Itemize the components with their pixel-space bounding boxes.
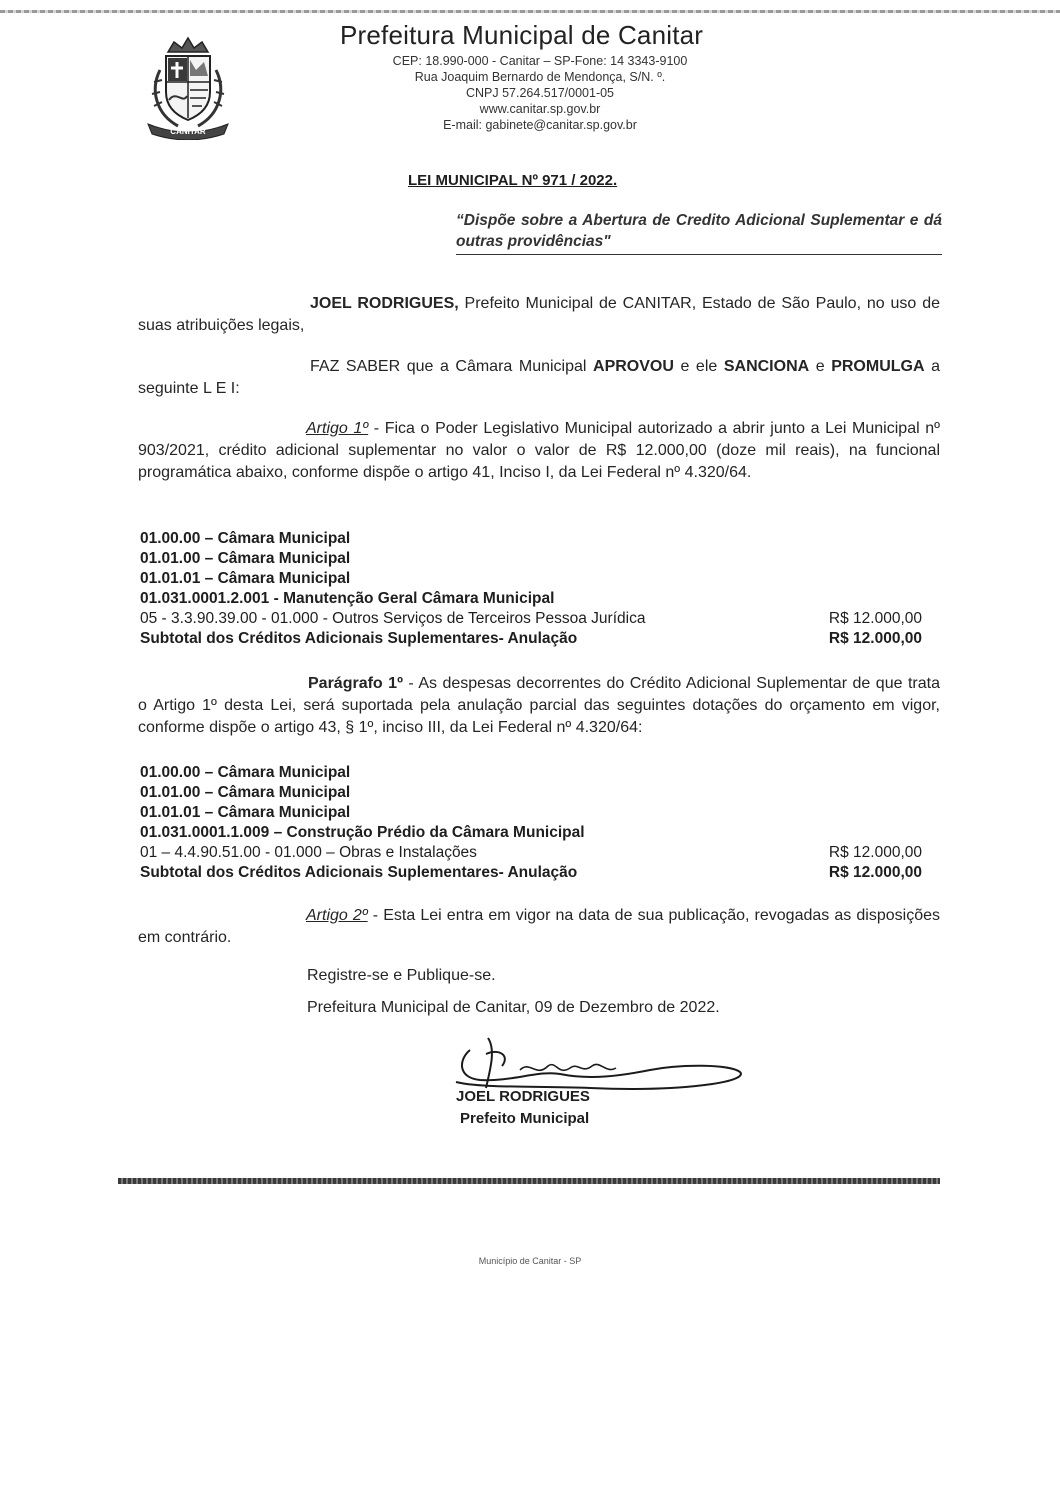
signatory-name: JOEL RODRIGUES (456, 1088, 590, 1105)
municipal-crest-icon (138, 30, 238, 140)
letterhead-email-line: E-mail: gabinete@canitar.sp.gov.br (443, 118, 637, 132)
org-name: Prefeitura Municipal de Canitar (340, 20, 704, 50)
budget-line: 01.00.00 – Câmara Municipal (140, 530, 351, 547)
svg-text:CANITAR: CANITAR (170, 127, 206, 136)
law-title: LEI MUNICIPAL Nº 971 / 2022. (408, 172, 618, 189)
intro-paragraph (138, 293, 940, 337)
faz-saber-text: e ele (673, 358, 724, 375)
budget-line: 01.01.01 – Câmara Municipal (140, 804, 351, 821)
faz-saber-promulga: PROMULGA (831, 358, 925, 375)
paragrafo-1-label: Parágrafo 1º (308, 675, 403, 692)
faz-saber-text: a seguinte L E I: (138, 358, 940, 397)
budget-subtotal-label: Subtotal dos Créditos Adicionais Suplementares- Anulação (140, 864, 578, 881)
budget-subtotal-row (140, 863, 930, 883)
budget-subtotal-amount: R$ 12.000,00 (828, 864, 922, 881)
faz-saber-text: FAZ SABER que a Câmara Municipal (310, 358, 594, 375)
top-scan-line (0, 10, 1060, 13)
artigo-1-paragraph (138, 418, 940, 484)
footer-text: Município de Canitar - SP (478, 1256, 582, 1266)
budget-item-label: 05 - 3.3.90.39.00 - 01.000 - Outros Serviços de Terceiros Pessoa Jurídica (140, 610, 646, 627)
budget-line: 01.031.0001.2.001 - Manutenção Geral Câmara Municipal (140, 590, 555, 607)
budget-item-row (140, 843, 930, 863)
budget-item-amount: R$ 12.000,00 (828, 610, 922, 627)
budget-item-amount: R$ 12.000,00 (828, 844, 922, 861)
budget-line: 01.00.00 – Câmara Municipal (140, 764, 351, 781)
artigo-2-paragraph (138, 905, 940, 949)
budget-item-row (140, 609, 930, 629)
place-date-line: Prefeitura Municipal de Canitar, 09 de Dezembro de 2022. (307, 999, 720, 1016)
letterhead-cnpj-line: CNPJ 57.264.517/0001-05 (465, 86, 615, 100)
artigo-1-text: - Fica o Poder Legislativo Municipal autorizado a abrir junto a Lei Municipal nº 903/2021, crédito adicional suplementar no valor o valor de R$ 12.000,00 (doze mil reais), na funcional programática abaixo, conforme dispõe o artigo 41, Inciso I, da Lei Federal nº 4.320/64. (138, 420, 941, 481)
faz-saber-paragraph (138, 356, 940, 400)
budget-item-label: 01 – 4.4.90.51.00 - 01.000 – Obras e Instalações (140, 844, 477, 861)
mayor-name: JOEL RODRIGUES, (310, 295, 459, 312)
faz-saber-text: e (809, 358, 832, 375)
budget-line: 01.031.0001.1.009 – Construção Prédio da Câmara Municipal (140, 824, 585, 841)
budget-block-1 (140, 529, 930, 649)
artigo-2-label: Artigo 2º (306, 907, 368, 924)
paragrafo-1-paragraph (138, 673, 940, 739)
intro-text: Prefeito Municipal de CANITAR, Estado de São Paulo, no uso de suas atribuições legais, (138, 295, 940, 334)
letterhead (330, 20, 750, 133)
budget-subtotal-amount: R$ 12.000,00 (828, 630, 922, 647)
letterhead-address-line: Rua Joaquim Bernardo de Mendonça, S/N. º. (414, 70, 666, 84)
budget-block-2 (140, 763, 930, 883)
letterhead-address-line: CEP: 18.990-000 - Canitar – SP-Fone: 14 3343-9100 (392, 54, 688, 68)
budget-line: 01.01.00 – Câmara Municipal (140, 550, 351, 567)
budget-line: 01.01.01 – Câmara Municipal (140, 570, 351, 587)
budget-subtotal-label: Subtotal dos Créditos Adicionais Suplementares- Anulação (140, 630, 578, 647)
faz-saber-sanciona: SANCIONA (723, 358, 810, 375)
budget-subtotal-row (140, 629, 930, 649)
footer-divider-bar (118, 1178, 940, 1184)
artigo-2-text: - Esta Lei entra em vigor na data de sua publicação, revogadas as disposições em contrário. (138, 907, 941, 946)
registre-line: Registre-se e Publique-se. (307, 967, 496, 984)
signatory-role: Prefeito Municipal (460, 1110, 590, 1127)
budget-line: 01.01.00 – Câmara Municipal (140, 784, 351, 801)
faz-saber-aprovou: APROVOU (593, 358, 674, 375)
letterhead-website-line: www.canitar.sp.gov.br (479, 102, 601, 116)
paragrafo-1-text: - As despesas decorrentes do Crédito Adicional Suplementar de que trata o Artigo 1º desta Lei, será suportada pela anulação parcial das seguintes dotações do orçamento em vigor, conforme dispõe o artigo 43, § 1º, inciso III, da Lei Federal nº 4.320/64: (138, 675, 940, 736)
law-ementa: “Dispõe sobre a Abertura de Credito Adicional Suplementar e dá outras providências" (456, 210, 942, 255)
artigo-1-label: Artigo 1º (306, 420, 369, 437)
